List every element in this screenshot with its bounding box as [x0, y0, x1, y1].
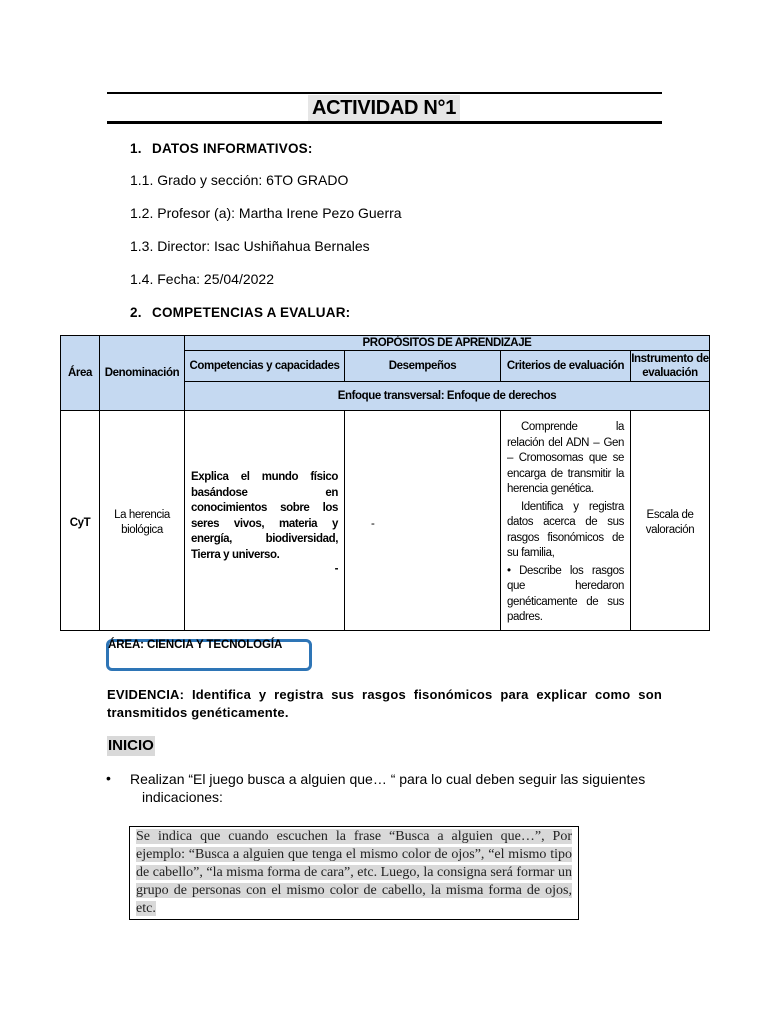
- cell-competencia: [185, 411, 345, 631]
- cell-criterios: [501, 411, 631, 631]
- criterio-3: • Describe los rasgos que heredaron genéticamente de sus padres.: [507, 564, 624, 624]
- header-competencias: Competencias y capacidades: [185, 351, 345, 382]
- header-propositos: PROPÓSITOS DE APRENDIZAJE: [185, 336, 710, 351]
- bullet-icon: •: [106, 770, 111, 786]
- title-underline: [107, 121, 662, 124]
- criterio-2: Identifica y registra datos acerca de sus rasgos fisonómicos de su familia,: [507, 500, 624, 560]
- cell-area: CyT: [61, 411, 100, 631]
- evidencia-text: EVIDENCIA: Identifica y registra sus rasgos fisonómicos para explicar como son transmitidos genéticamente.: [107, 687, 662, 720]
- section-1-heading: [130, 141, 313, 156]
- header-desempenos: Desempeños: [345, 351, 501, 382]
- criterio-1: Comprende la relación del ADN – Gen – Cromosomas que se encarga de transmitir la herencia genética.: [507, 421, 624, 496]
- page-title: [0, 95, 768, 121]
- quote-text: Se indica que cuando escuchen la frase “Busca a alguien que…”, Por ejemplo: “Busca a alguien que tenga el mismo color de ojos”, “el mismo tipo de cabello”, “la misma forma de cara”, etc. Luego, la consigna será formar un grupo de personas con el mismo color de cabello, la misma forma de ojos, etc.: [136, 829, 572, 916]
- section-2-number: 2.: [130, 305, 142, 320]
- info-grado: 1.1. Grado y sección: 6TO GRADO: [130, 172, 349, 188]
- info-fecha: 1.4. Fecha: 25/04/2022: [130, 271, 274, 287]
- area-label: ÁREA: CIENCIA Y TECNOLOGÍA: [108, 639, 283, 651]
- inicio-heading: INICIO: [108, 737, 154, 754]
- competencia-text: Explica el mundo físico basándose en conocimientos sobre los seres vivos, materia y energía, biodiversidad, Tierra y universo.: [191, 471, 338, 561]
- cell-denominacion: La herencia biológica: [100, 411, 185, 631]
- competencias-table: [60, 335, 710, 631]
- header-denominacion: Denominación: [100, 336, 185, 411]
- header-enfoque: Enfoque transversal: Enfoque de derechos: [185, 382, 710, 411]
- header-area: Área: [61, 336, 100, 411]
- section-2-label: COMPETENCIAS A EVALUAR:: [152, 305, 351, 320]
- bullet-item: [118, 770, 648, 806]
- info-profesor: 1.2. Profesor (a): Martha Irene Pezo Guerra: [130, 205, 402, 221]
- table-row: [61, 411, 710, 631]
- quote-box: [129, 826, 579, 920]
- competencia-dash: -: [334, 563, 338, 575]
- section-1-number: 1.: [130, 141, 142, 156]
- bullet-item-text: Realizan “El juego busca a alguien que… “ para lo cual deben seguir las siguientes indicaciones:: [130, 771, 646, 805]
- header-instrumento: Instrumento de evaluación: [631, 351, 710, 382]
- cell-instrumento: Escala de valoración: [631, 411, 710, 631]
- page-title-text: ACTIVIDAD N°1: [308, 95, 460, 121]
- info-director: 1.3. Director: Isac Ushiñahua Bernales: [130, 238, 370, 254]
- section-1-label: DATOS INFORMATIVOS:: [152, 141, 313, 156]
- section-2-heading: [130, 305, 350, 320]
- cell-desempeno: -: [345, 411, 501, 631]
- header-criterios: Criterios de evaluación: [501, 351, 631, 382]
- top-rule: [107, 92, 662, 94]
